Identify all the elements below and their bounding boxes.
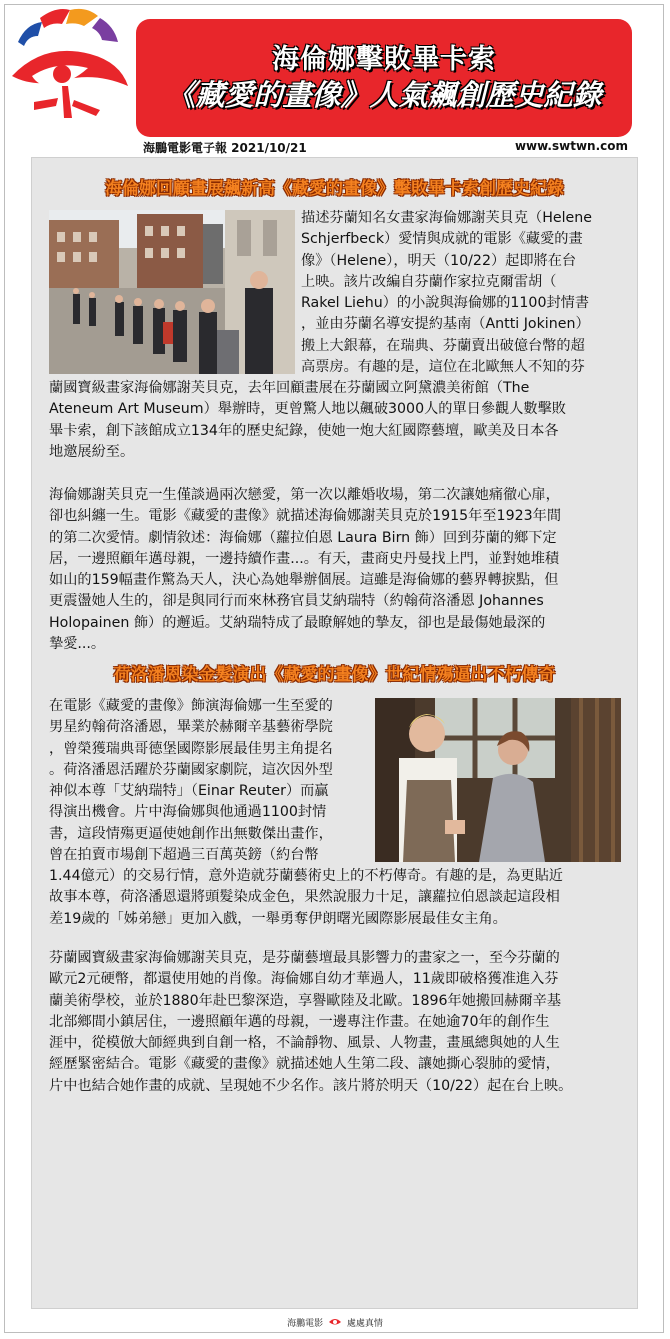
text-line: 高票房。有趣的是，這位在北歐無人不知的芬	[301, 359, 585, 376]
film-still-photo	[375, 698, 621, 862]
text-line: 更震盪她人生的，卻是與同行而來林務官員艾納瑞特（約翰荷洛潘恩 Johannes	[49, 593, 544, 610]
text-line: 片中也結合她作畫的成就、呈現她不少名作。該片將於明天（10/22）起在台上映。	[49, 1077, 573, 1094]
text-line: 海倫娜謝芙貝克一生僅談過兩次戀愛，第一次以離婚收場，第二次讓她痛徹心扉，	[49, 487, 560, 503]
text-line: Schjerfbeck）愛情與成就的電影《藏愛的畫	[301, 231, 583, 248]
text-line: 描述芬蘭知名女畫家海倫娜謝芙貝克（Helene	[301, 210, 592, 226]
section-1-intro-continued	[49, 378, 636, 463]
text-line: 像》（Helene），明天（10/22）起即將在台	[301, 252, 577, 269]
text-line: 神似本尊「艾納瑞特」（Einar Reuter）而贏	[49, 783, 329, 800]
headline-line-1: 海倫娜擊敗畢卡索	[272, 44, 496, 75]
text-line: Ateneum Art Museum）舉辦時，更曾驚人地以飆破3000人的單日參觀人數擊敗	[49, 401, 566, 418]
text-line: 經歷緊密結合。電影《藏愛的畫像》就描述她人生第二段、讓她撕心裂肺的愛情，	[49, 1056, 560, 1073]
section-2-paragraph-2	[49, 948, 636, 1097]
text-line: 上映。該片改編自芬蘭作家拉克爾雷胡（	[301, 273, 557, 290]
text-line: 蘭國寶級畫家海倫娜謝芙貝克，去年回顧畫展在芬蘭國立阿黛濃美術館（The	[49, 380, 530, 396]
footer-right-text: 處處真情	[346, 1319, 383, 1329]
text-line: Rakel Liehu）的小說與海倫娜的1100封情書	[301, 295, 590, 312]
text-line: 蘭美術學校，並於1880年赴巴黎深造，享譽歐陸及北歐。1896年她搬回赫爾辛基	[49, 992, 562, 1009]
text-line: 畢卡索，創下該館成立134年的歷史紀錄，使她一炮大紅國際藝壇，歐美及日本各	[49, 422, 559, 439]
publication-date: 海鵬電影電子報 2021/10/21	[143, 141, 307, 155]
footer-left-text: 海鵬電影	[287, 1319, 324, 1329]
footer-brand	[0, 1316, 670, 1331]
section-1-intro-beside-photo	[301, 208, 637, 378]
headline-banner	[136, 19, 632, 137]
headline-line-2: 《藏愛的畫像》人氣飆創歷史紀錄	[166, 77, 602, 112]
text-line: 得演出機會。片中海倫娜與他通過1100封情	[49, 804, 327, 821]
text-line: 搬上大銀幕，在瑞典、芬蘭賣出破億台幣的超	[301, 337, 585, 354]
text-line: 卻也糾纏一生。電影《藏愛的畫像》就描述海倫娜謝芙貝克於1915年至1923年間	[49, 508, 562, 525]
section-2-intro-beside-photo	[49, 696, 371, 866]
article-body	[31, 157, 638, 1309]
text-line: Holopainen 飾）的邂逅。艾納瑞特成了最瞭解她的摯友，卻也是最傷她最深的	[49, 614, 546, 631]
text-line: 歐元2元硬幣，都還使用她的肖像。海倫娜自幼才華過人，11歲即破格獲准進入芬	[49, 971, 559, 988]
text-line: 如山的159幅畫作驚為天人，決心為她舉辦個展。這雖是海倫娜的藝界轉捩點，但	[49, 572, 559, 589]
text-line: 摯愛...。	[49, 636, 106, 653]
footer-eye-icon	[328, 1316, 342, 1331]
website-link[interactable]: www.swtwn.com	[514, 139, 628, 153]
text-line: 的第二次愛情。劇情敘述：海倫娜（蘿拉伯恩 Laura Birn 飾）回到芬蘭的鄉下定	[49, 529, 557, 546]
text-line: 在電影《藏愛的畫像》飾演海倫娜一生至愛的	[49, 698, 333, 714]
section-1-paragraph-2	[49, 485, 636, 655]
text-line: 芬蘭國寶級畫家海倫娜謝芙貝克，是芬蘭藝壇最具影響力的畫家之一，至今芬蘭的	[49, 950, 560, 966]
text-line: 書，這段情殤更逼使她創作出無數傑出畫作，	[49, 825, 333, 842]
text-line: 涯中，從模倣大師經典到自創一格，不論靜物、風景、人物畫，畫風總與她的人生	[49, 1035, 560, 1052]
rainbow-eye-logo-icon	[4, 2, 134, 124]
section-2-heading: 荷洛潘恩染金髮演出《藏愛的畫像》世紀情殤逼出不朽傳奇	[113, 665, 556, 685]
text-line: 男星約翰荷洛潘恩，畢業於赫爾辛基藝術學院	[49, 719, 333, 736]
exhibition-queue-photo	[49, 210, 295, 374]
text-line: 居，一邊照顧年邁母親，一邊持續作畫...。有天，畫商史丹曼找上門，並對她堆積	[49, 550, 560, 567]
text-line: 曾在拍賣市場創下超過三百萬英鎊（約台幣	[49, 847, 319, 864]
text-line: 北部鄉間小鎮居住，一邊照顧年邁的母親，一邊專注作畫。在她逾70年的創作生	[49, 1013, 550, 1030]
text-line: 。荷洛潘恩活躍於芬蘭國家劇院，這次因外型	[49, 761, 333, 778]
section-2-intro-continued	[49, 866, 636, 930]
text-line: 地邀展紛至。	[49, 443, 135, 460]
text-line: 差19歲的「姊弟戀」更加入戲，一舉勇奪伊朗曙光國際影展最佳女主角。	[49, 910, 507, 927]
section-1-heading: 海倫娜回顧畫展飆新高《藏愛的畫像》擊敗畢卡索創歷史紀錄	[105, 179, 564, 199]
text-line: ，並由芬蘭名導安提約基南（Antti Jokinen）	[301, 316, 590, 333]
text-line: ，曾榮獲瑞典哥德堡國際影展最佳男主角提名	[49, 740, 333, 757]
text-line: 1.44億元）的交易行情，意外造就芬蘭藝術史上的不朽傳奇。有趣的是，為更貼近	[49, 868, 563, 884]
text-line: 故事本尊，荷洛潘恩還將頭髮染成金色，果然說服力十足，讓蘿拉伯恩談起這段相	[49, 889, 560, 906]
